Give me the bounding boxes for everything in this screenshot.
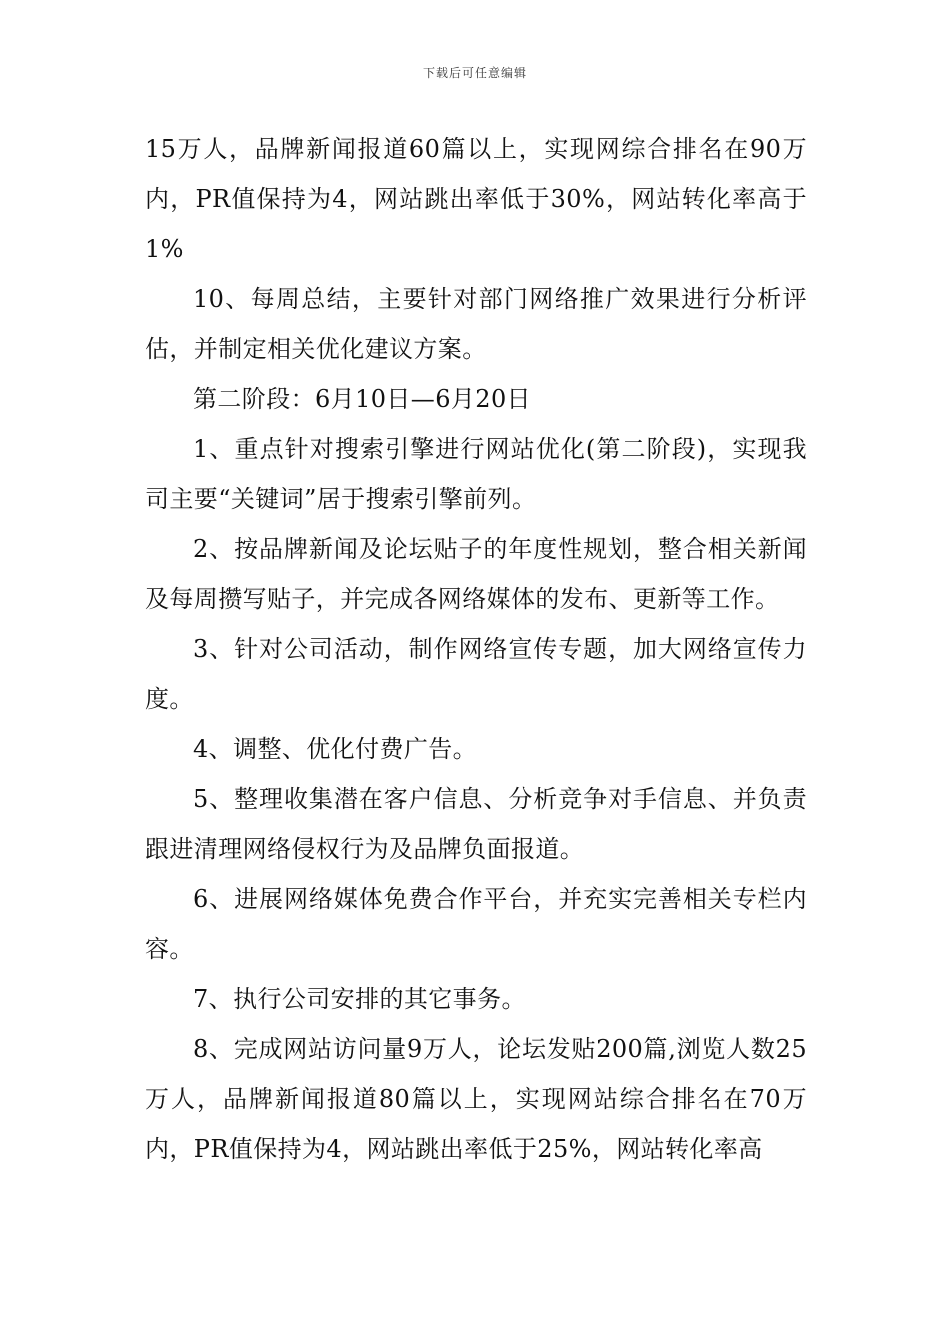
paragraph-continuation: 15万人，品牌新闻报道60篇以上，实现网综合排名在90万内，PR值保持为4，网站跳出率低于30%，网站转化率高于1% — [145, 135, 807, 263]
paragraph-item-8: 8、完成网站访问量9万人，论坛发贴200篇,浏览人数25万人，品牌新闻报道80篇以上，实现网站综合排名在70万内，PR值保持为4，网站跳出率低于25%，网站转化率高 — [145, 1035, 807, 1163]
paragraph-item-3: 3、针对公司活动，制作网络宣传专题，加大网络宣传力度。 — [145, 635, 807, 713]
paragraph-item-7: 7、执行公司安排的其它事务。 — [193, 985, 526, 1013]
page-header: 下载后可任意编辑 — [422, 66, 527, 80]
paragraph-item-5: 5、整理收集潜在客户信息、分析竞争对手信息、并负责跟进清理网络侵权行为及品牌负面报道。 — [145, 785, 807, 863]
paragraph-item-1: 1、重点针对搜索引擎进行网站优化(第二阶段)，实现我司主要“关键词”居于搜索引擎前列。 — [145, 435, 807, 513]
paragraph-item-4: 4、调整、优化付费广告。 — [193, 735, 478, 763]
document-body — [145, 124, 807, 1174]
paragraph-item-6: 6、进展网络媒体免费合作平台，并充实完善相关专栏内容。 — [145, 885, 807, 963]
section-heading-stage-two: 第二阶段：6月10日—6月20日 — [193, 385, 532, 413]
paragraph-item-2: 2、按品牌新闻及论坛贴子的年度性规划，整合相关新闻及每周攒写贴子，并完成各网络媒体的发布、更新等工作。 — [145, 535, 807, 613]
paragraph-item-10: 10、每周总结，主要针对部门网络推广效果进行分析评估，并制定相关优化建议方案。 — [145, 285, 807, 363]
